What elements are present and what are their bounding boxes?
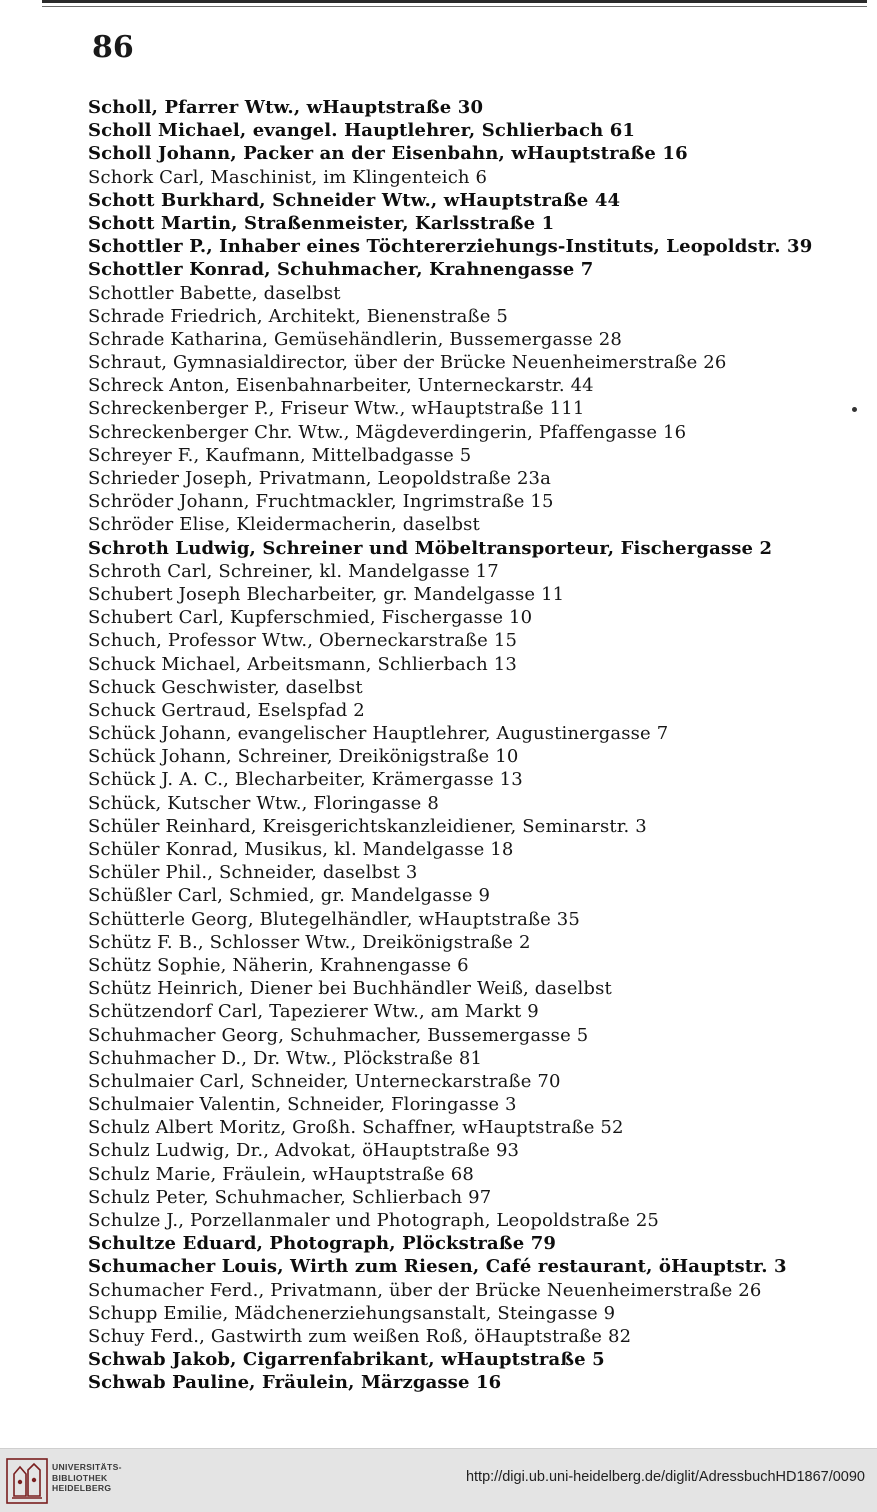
address-entry: Schück J. A. C., Blecharbeiter, Krämergasse 13 bbox=[88, 769, 523, 791]
address-entry: Schottler Babette, daselbst bbox=[88, 282, 341, 304]
address-entry: Schupp Emilie, Mädchenerziehungsanstalt, Steingasse 9 bbox=[88, 1302, 616, 1324]
viewer-footer bbox=[0, 1448, 877, 1512]
address-entry: Schuck Geschwister, daselbst bbox=[88, 676, 363, 698]
address-entry: Schubert Joseph Blecharbeiter, gr. Mandelgasse 11 bbox=[88, 583, 565, 605]
address-entry: Schottler Konrad, Schuhmacher, Krahnengasse 7 bbox=[88, 259, 594, 281]
address-entry: Schröder Johann, Fruchtmackler, Ingrimstraße 15 bbox=[88, 491, 554, 513]
address-entry: Schuhmacher Georg, Schuhmacher, Bussemergasse 5 bbox=[88, 1024, 589, 1046]
address-entry: Schrade Katharina, Gemüsehändlerin, Bussemergasse 28 bbox=[88, 328, 623, 350]
address-entry: Schwab Pauline, Fräulein, Märzgasse 16 bbox=[88, 1372, 502, 1394]
address-entry: Scholl, Pfarrer Wtw., wHauptstraße 30 bbox=[88, 97, 484, 118]
address-entry: Schüler Konrad, Musikus, kl. Mandelgasse 18 bbox=[88, 839, 514, 860]
address-entry: Schück Johann, evangelischer Hauptlehrer, Augustinergasse 7 bbox=[88, 723, 669, 745]
address-entry: Schultze Eduard, Photograph, Plöckstraße 79 bbox=[88, 1233, 557, 1255]
address-entry: Schuck Michael, Arbeitsmann, Schlierbach 13 bbox=[88, 653, 517, 675]
address-entry: Schüler Phil., Schneider, daselbst 3 bbox=[88, 862, 418, 884]
address-entry: Schützendorf Carl, Tapezierer Wtw., am Markt 9 bbox=[88, 1001, 539, 1023]
address-entry: Schrade Friedrich, Architekt, Bienenstraße 5 bbox=[88, 305, 508, 327]
address-entry: Schroth Carl, Schreiner, kl. Mandelgasse 17 bbox=[88, 560, 499, 582]
address-entry: Schüßler Carl, Schmied, gr. Mandelgasse 9 bbox=[88, 885, 491, 907]
address-entry: Schottler P., Inhaber eines Töchtererziehungs-Instituts, Leopoldstr. 39 bbox=[88, 236, 813, 258]
address-entry: Schulz Ludwig, Dr., Advokat, öHauptstraße 93 bbox=[88, 1140, 520, 1162]
address-entry: Schreck Anton, Eisenbahnarbeiter, Unterneckarstr. 44 bbox=[88, 375, 594, 397]
address-entry: Schott Burkhard, Schneider Wtw., wHauptstraße 44 bbox=[88, 189, 621, 211]
address-entry: Schüler Reinhard, Kreisgerichtskanzleidiener, Seminarstr. 3 bbox=[88, 815, 647, 837]
address-entry: Schütz Sophie, Näherin, Krahnengasse 6 bbox=[88, 954, 469, 976]
address-entry: Schuy Ferd., Gastwirth zum weißen Roß, öHauptstraße 82 bbox=[88, 1325, 632, 1347]
address-entry: Schütterle Georg, Blutegelhändler, wHauptstraße 35 bbox=[88, 908, 580, 930]
address-entry: Schück, Kutscher Wtw., Floringasse 8 bbox=[88, 792, 439, 814]
address-entry: Schulz Marie, Fräulein, wHauptstraße 68 bbox=[88, 1163, 474, 1185]
library-name-line: UNIVERSITÄTS- bbox=[52, 1462, 122, 1472]
address-entry: Schütz Heinrich, Diener bei Buchhändler Weiß, daselbst bbox=[88, 978, 612, 1000]
university-seal-icon bbox=[6, 1458, 48, 1504]
address-entry: Schrieder Joseph, Privatmann, Leopoldstraße 23a bbox=[88, 468, 552, 489]
library-name bbox=[52, 1462, 122, 1494]
page-number: 86 bbox=[92, 30, 134, 65]
address-entry: Schumacher Ferd., Privatmann, über der Brücke Neuenheimerstraße 26 bbox=[88, 1279, 762, 1301]
address-entry: Schück Johann, Schreiner, Dreikönigstraße 10 bbox=[88, 746, 519, 768]
address-entry: Schulmaier Carl, Schneider, Unterneckarstraße 70 bbox=[88, 1070, 561, 1092]
top-border-rule bbox=[42, 0, 867, 3]
permalink-url[interactable]: http://digi.ub.uni-heidelberg.de/diglit/AdressbuchHD1867/0090 bbox=[465, 1469, 865, 1485]
address-entry: Schreckenberger Chr. Wtw., Mägdeverdingerin, Pfaffengasse 16 bbox=[88, 421, 687, 443]
library-name-line: HEIDELBERG bbox=[52, 1483, 112, 1493]
address-entry: Schulmaier Valentin, Schneider, Floringasse 3 bbox=[88, 1094, 517, 1116]
address-entry: Schott Martin, Straßenmeister, Karlsstraße 1 bbox=[88, 212, 555, 234]
address-entry: Schulz Albert Moritz, Großh. Schaffner, wHauptstraße 52 bbox=[88, 1117, 624, 1139]
address-entry: Schütz F. B., Schlosser Wtw., Dreikönigstraße 2 bbox=[88, 931, 531, 953]
address-entry: Schulze J., Porzellanmaler und Photograph, Leopoldstraße 25 bbox=[88, 1210, 660, 1231]
margin-dot-mark bbox=[852, 407, 857, 412]
address-entry-list bbox=[88, 96, 858, 1395]
address-entry: Schreckenberger P., Friseur Wtw., wHauptstraße 111 bbox=[88, 398, 585, 420]
library-name-line: BIBLIOTHEK bbox=[52, 1472, 108, 1483]
address-entry: Schwab Jakob, Cigarrenfabrikant, wHauptstraße 5 bbox=[88, 1349, 605, 1371]
top-border-rule-thin bbox=[42, 6, 867, 7]
address-entry: Schubert Carl, Kupferschmied, Fischergasse 10 bbox=[88, 607, 533, 629]
address-entry: Scholl Johann, Packer an der Eisenbahn, wHauptstraße 16 bbox=[88, 143, 688, 165]
address-entry: Schumacher Louis, Wirth zum Riesen, Café restaurant, öHauptstr. 3 bbox=[88, 1256, 787, 1278]
address-entry: Schuch, Professor Wtw., Oberneckarstraße 15 bbox=[88, 630, 518, 652]
address-entry: Scholl Michael, evangel. Hauptlehrer, Schlierbach 61 bbox=[88, 120, 636, 142]
address-entry: Schröder Elise, Kleidermacherin, daselbst bbox=[88, 514, 480, 536]
address-entry: Schraut, Gymnasialdirector, über der Brücke Neuenheimerstraße 26 bbox=[88, 352, 727, 374]
address-entry: Schuhmacher D., Dr. Wtw., Plöckstraße 81 bbox=[88, 1047, 483, 1069]
address-entry: Schroth Ludwig, Schreiner und Möbeltransporteur, Fischergasse 2 bbox=[88, 537, 773, 559]
address-entry: Schork Carl, Maschinist, im Klingenteich 6 bbox=[88, 166, 488, 188]
address-entry: Schreyer F., Kaufmann, Mittelbadgasse 5 bbox=[88, 444, 472, 466]
address-entry: Schulz Peter, Schuhmacher, Schlierbach 97 bbox=[88, 1186, 492, 1208]
address-entry: Schuck Gertraud, Eselspfad 2 bbox=[88, 699, 365, 721]
